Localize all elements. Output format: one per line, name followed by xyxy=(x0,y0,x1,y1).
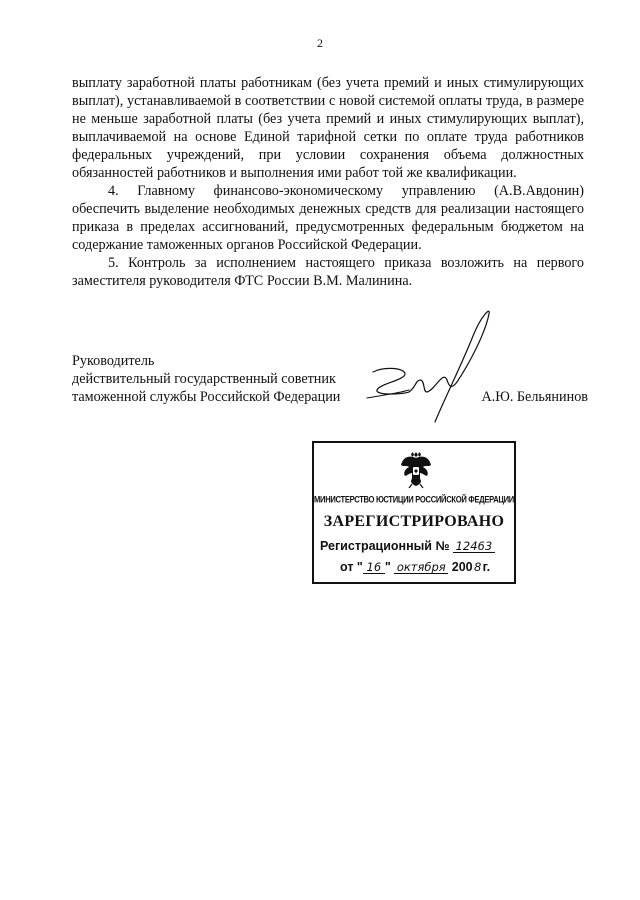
stamp-registration-line xyxy=(320,539,510,553)
stamp-date-suffix: г. xyxy=(482,560,491,574)
double-headed-eagle-emblem xyxy=(399,449,433,489)
stamp-date-line xyxy=(340,560,510,574)
stamp-date-month: октября xyxy=(394,561,448,574)
signature-block xyxy=(72,352,588,406)
page-number: 2 xyxy=(317,36,323,50)
stamp-ministry-name: МИНИСТЕРСТВО ЮСТИЦИИ РОССИЙСКОЙ ФЕДЕРАЦИИ xyxy=(314,494,514,505)
stamp-registration-label: Регистрационный № xyxy=(320,539,450,553)
stamp-date-sep: " xyxy=(384,560,391,574)
paragraph-continuation: выплату заработной платы работникам (без учета премий и иных стимулирующих выплат), устанавливаемой в соответствии с новой системой оплаты труда, в размере не меньше заработной платы (без учета премий и иных стимулирующих выплат), выплачиваемой на основе Единой тарифной сетки по оплате труда работников федеральных учреждений, при условии сохранения объема должностных обязанностей работников и выполнения ими работ той же квалификации. xyxy=(72,75,584,181)
stamp-date-day: 16 xyxy=(363,561,385,574)
stamp-date-year-hand: 8 xyxy=(473,560,482,574)
stamp-registration-number: 12463 xyxy=(453,540,495,553)
registration-stamp xyxy=(312,441,516,584)
stamp-date-prefix: от " xyxy=(340,560,363,574)
signer-name: А.Ю. Бельянинов xyxy=(481,389,588,405)
signer-rank-line1: действительный государственный советник xyxy=(72,371,336,387)
stamp-date-year-printed: 200 xyxy=(451,560,473,574)
signer-rank-line2: таможенной службы Российской Федерации xyxy=(72,389,341,405)
signer-position: Руководитель xyxy=(72,353,155,369)
paragraph-item-4: 4. Главному финансово-экономическому управлению (А.В.Авдонин) обеспечить выделение необходимых денежных средств для реализации настоящего приказа в пределах ассигнований, предусмотренных федеральным бюджетом на содержание таможенных органов Российской Федерации. xyxy=(72,183,584,253)
document-body xyxy=(72,74,584,290)
stamp-status: ЗАРЕГИСТРИРОВАНО xyxy=(323,513,505,530)
paragraph-item-5: 5. Контроль за исполнением настоящего приказа возложить на первого заместителя руководителя ФТС России В.М. Малинина. xyxy=(72,255,584,289)
